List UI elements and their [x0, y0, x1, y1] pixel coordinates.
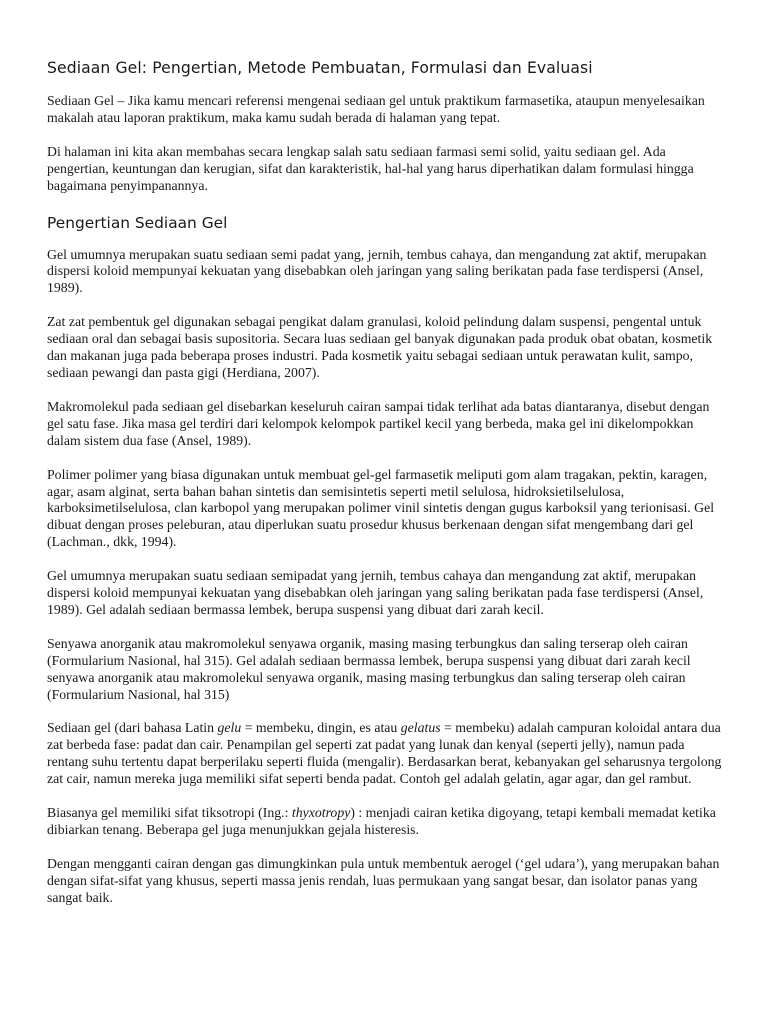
paragraph-7	[47, 720, 727, 788]
paragraph-7-part-b: = membeku, dingin, es atau	[241, 720, 401, 736]
term-gelatus: gelatus	[400, 720, 441, 736]
paragraph-1: Gel umumnya merupakan suatu sediaan semi padat yang, jernih, tembus cahaya, dan mengandung zat aktif, merupakan dispersi koloid mempunyai kekuatan yang disebabkan oleh jaringan yang saling berikatan pada fase terdispersi (Ansel, 1989).	[47, 246, 707, 296]
term-thyxotropy: thyxotropy	[291, 805, 351, 821]
paragraph-2: Zat zat pembentuk gel digunakan sebagai pengikat dalam granulasi, koloid pelindung dalam suspensi, pengental untuk sediaan oral dan sebagai basis supositoria. Secara luas sediaan gel banyak digunakan pada produk obat obatan, kosmetik dan makanan juga pada beberapa proses industri. Pada kosmetik yaitu sebagai sediaan untuk perawatan kulit, sampo, sediaan pewangi dan pasta gigi (Herdiana, 2007).	[47, 314, 713, 380]
paragraph-8-part-b: ) : menjadi cairan ketika digoyang, tetapi kembali memadat ketika dibiarkan tenang. Beberapa gel juga menunjukkan gejala histeresis.	[47, 805, 716, 837]
intro-paragraph-2: Di halaman ini kita akan membahas secara lengkap salah satu sediaan farmasi semi solid, yaitu sediaan gel. Ada pengertian, keuntungan dan kerugian, sifat dan karakteristik, hal-hal yang harus diperhatikan dalam formulasi hingga bagaimana penyimpanannya.	[47, 143, 694, 193]
term-gelu: gelu	[217, 720, 242, 736]
paragraph-8	[47, 805, 727, 839]
paragraph-8-part-a: Biasanya gel memiliki sifat tiksotropi (Ing.:	[47, 805, 292, 821]
paragraph-5: Gel umumnya merupakan suatu sediaan semipadat yang jernih, tembus cahaya dan mengandung zat aktif, merupakan dispersi koloid mempunyai kekuatan yang disebabkan oleh jaringan yang saling berikatan pada fase terdispersi (Ansel, 1989). Gel adalah sediaan bermassa lembek, berupa suspensi yang dibuat dari zarah kecil.	[47, 568, 704, 617]
paragraph-4: Polimer polimer yang biasa digunakan untuk membuat gel-gel farmasetik meliputi gom alam tragakan, pektin, karagen, agar, asam alginat, serta bahan bahan sintetis dan semisintetis seperti metil selulosa, hidroksietilselulosa, karboksimetilselulosa, clan karbopol yang merupakan polimer vinil sintetis dengan gugus karboksil yang terionisasi. Gel dibuat dengan proses peleburan, atau diperlukan suatu prosedur khusus berkenaan dengan sifat mengembang dari gel (Lachman., dkk, 1994).	[47, 466, 715, 550]
section-heading: Pengertian Sediaan Gel	[47, 213, 228, 232]
paragraph-3: Makromolekul pada sediaan gel disebarkan keseluruh cairan sampai tidak terlihat ada batas diantaranya, disebut dengan gel satu fase. Jika masa gel terdiri dari kelompok kelompok partikel kecil yang berbeda, maka gel ini dikelompokkan dalam sistem dua fase (Ansel, 1989).	[47, 398, 710, 448]
paragraph-7-part-c: = membeku) adalah campuran koloidal antara dua zat berbeda fase: padat dan cair. Penampilan gel seperti zat padat yang lunak dan kenyal (seperti jelly), namun pada rentang suhu tertentu dapat berperilaku seperti fluida (mengalir). Berdasarkan berat, kebanyakan gel seharusnya tergolong zat cair, namun mereka juga memiliki sifat seperti benda padat. Contoh gel adalah gelatin, agar agar, dan gel rambut.	[47, 720, 722, 787]
page-title: Sediaan Gel: Pengertian, Metode Pembuatan, Formulasi dan Evaluasi	[47, 59, 593, 77]
paragraph-7-part-a: Sediaan gel (dari bahasa Latin	[47, 720, 218, 736]
paragraph-9: Dengan mengganti cairan dengan gas dimungkinkan pula untuk membentuk aerogel (‘gel udara’), yang merupakan bahan dengan sifat-sifat yang khusus, seperti massa jenis rendah, luas permukaan yang sangat besar, dan isolator panas yang sangat baik.	[47, 855, 720, 905]
document-page	[47, 57, 727, 924]
paragraph-6: Senyawa anorganik atau makromolekul senyawa organik, masing masing terbungkus dan saling terserap oleh cairan (Formularium Nasional, hal 315). Gel adalah sediaan bermassa lembek, berupa suspensi yang dibuat dari zarah kecil senyawa anorganik atau makromolekul senyawa organik, masing masing terbungkus dan saling terserap oleh cairan (Formularium Nasional, hal 315)	[47, 635, 691, 702]
intro-paragraph-1: Sediaan Gel – Jika kamu mencari referensi mengenai sediaan gel untuk praktikum farmasetika, ataupun menyelesaikan makalah atau laporan praktikum, maka kamu sudah berada di halaman yang tepat.	[47, 93, 705, 125]
